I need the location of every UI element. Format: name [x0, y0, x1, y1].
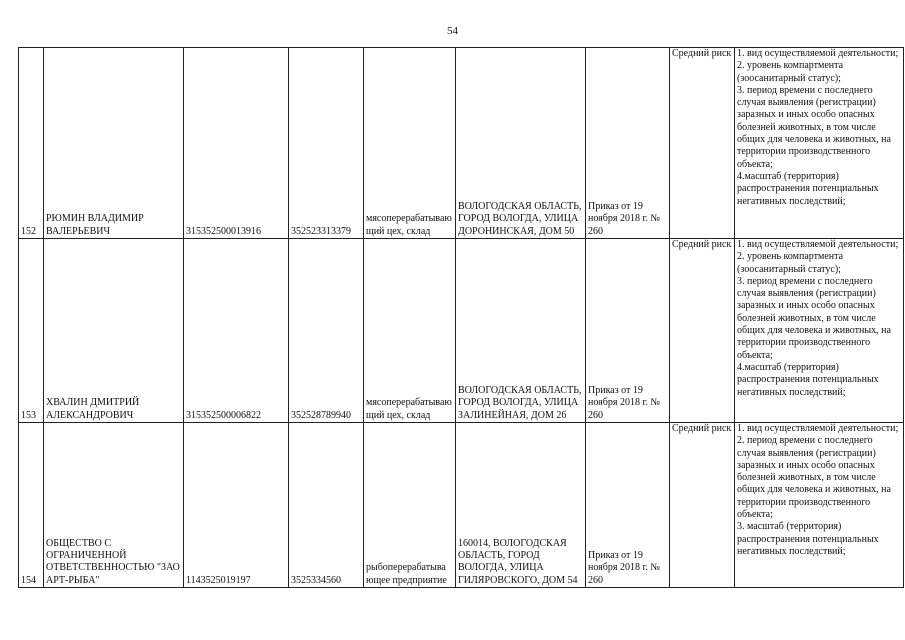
row-number: 153	[19, 239, 44, 423]
criteria-item: 3. период времени с последнего случая выявления (регистрации) заразных и иных особо опасных болезней животных, в том числе общих для человека и животных, на территории производственного объекта;	[737, 275, 891, 361]
object-type: мясоперерабатывающий цех, склад	[364, 239, 456, 423]
address: 160014, ВОЛОГОДСКАЯ ОБЛАСТЬ, ГОРОД ВОЛОГДА, УЛИЦА ГИЛЯРОВСКОГО, ДОМ 54	[456, 423, 586, 588]
risk-category: Средний риск	[670, 48, 735, 239]
registry-table	[18, 47, 904, 588]
criteria-item: 1. вид осуществляемой деятельности;	[737, 48, 899, 59]
object-type: рыбоперерабатывающее предприятие	[364, 423, 456, 588]
risk-category: Средний риск	[670, 239, 735, 423]
table-body	[19, 48, 904, 588]
criteria-item: 4.масштаб (территория) распространения потенциальных негативных последствий;	[737, 361, 879, 398]
inn-value: 3525334560	[289, 423, 364, 588]
inn-value: 352523313379	[289, 48, 364, 239]
object-type: мясоперерабатывающий цех, склад	[364, 48, 456, 239]
criteria-item: 2. уровень компартмента (зоосанитарный статус);	[737, 60, 844, 84]
ogrn-value: 315352500006822	[184, 239, 289, 423]
criteria-item: 1. вид осуществляемой деятельности;	[737, 423, 899, 434]
entity-name: ОБЩЕСТВО С ОГРАНИЧЕННОЙ ОТВЕТСТВЕННОСТЬЮ "ЗАО АРТ-РЫБА"	[44, 423, 184, 588]
risk-criteria	[735, 423, 904, 588]
criteria-item: 3. масштаб (территория) распространения потенциальных негативных последствий;	[737, 521, 879, 557]
order-reference: Приказ от 19 ноября 2018 г. № 260	[586, 239, 670, 423]
criteria-item: 1. вид осуществляемой деятельности;	[737, 239, 899, 250]
address: ВОЛОГОДСКАЯ ОБЛАСТЬ, ГОРОД ВОЛОГДА, УЛИЦА ЗАЛИНЕЙНАЯ, ДОМ 26	[456, 239, 586, 423]
page-number: 54	[447, 25, 458, 37]
criteria-item: 3. период времени с последнего случая выявления (регистрации) заразных и иных особо опасных болезней животных, в том числе общих для человека и животных, на территории производственного объекта;	[737, 84, 891, 170]
ogrn-value: 315352500013916	[184, 48, 289, 239]
risk-criteria	[735, 48, 904, 239]
row-number: 154	[19, 423, 44, 588]
order-reference: Приказ от 19 ноября 2018 г. № 260	[586, 48, 670, 239]
entity-name: ХВАЛИН ДМИТРИЙ АЛЕКСАНДРОВИЧ	[44, 239, 184, 423]
criteria-item: 2. уровень компартмента (зоосанитарный статус);	[737, 251, 844, 275]
order-reference: Приказ от 19 ноября 2018 г. № 260	[586, 423, 670, 588]
risk-category: Средний риск	[670, 423, 735, 588]
inn-value: 352528789940	[289, 239, 364, 423]
criteria-item: 4.масштаб (территория) распространения потенциальных негативных последствий;	[737, 170, 879, 207]
table-row	[19, 423, 904, 588]
entity-name: РЮМИН ВЛАДИМИР ВАЛЕРЬЕВИЧ	[44, 48, 184, 239]
criteria-item: 2. период времени с последнего случая выявления (регистрации) заразных и иных особо опасных болезней животных, в том числе общих для человека и животных, на территории производственного объекта;	[737, 435, 891, 521]
table-row	[19, 48, 904, 239]
risk-criteria	[735, 239, 904, 423]
ogrn-value: 1143525019197	[184, 423, 289, 588]
table-row	[19, 239, 904, 423]
address: ВОЛОГОДСКАЯ ОБЛАСТЬ, ГОРОД ВОЛОГДА, УЛИЦА ДОРОНИНСКАЯ, ДОМ 50	[456, 48, 586, 239]
row-number: 152	[19, 48, 44, 239]
